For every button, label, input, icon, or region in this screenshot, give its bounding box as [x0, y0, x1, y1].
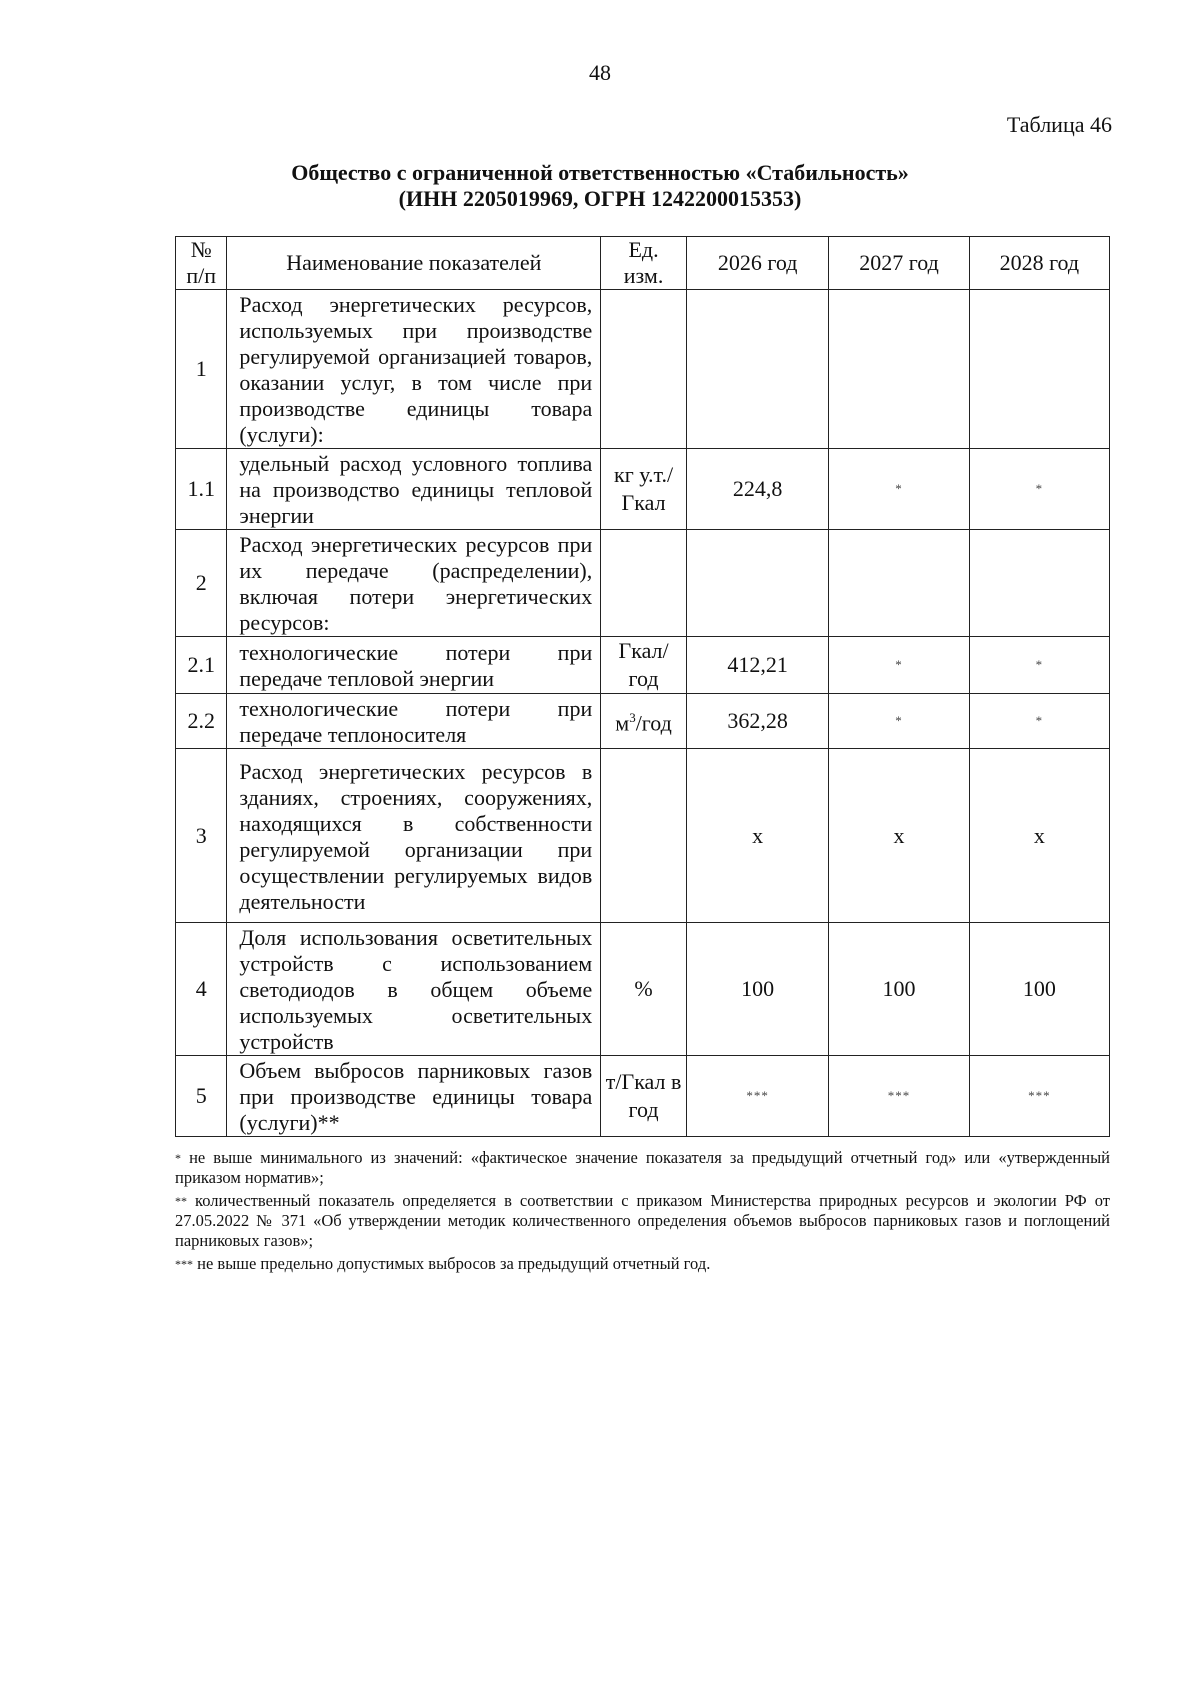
row-value-2026: 362,28: [686, 694, 828, 749]
row-value-2028: [969, 530, 1109, 637]
row-num: 5: [176, 1056, 227, 1137]
row-value-2027: 100: [829, 923, 969, 1056]
row-value-2027: ***: [829, 1056, 969, 1137]
row-value-2026: 224,8: [686, 449, 828, 530]
row-value-2027: х: [829, 749, 969, 923]
header-unit: [601, 237, 687, 290]
row-value-2027: *: [829, 637, 969, 694]
row-value-2026: [686, 290, 828, 449]
row-unit: кг у.т./ Гкал: [601, 449, 687, 530]
table-row: [176, 1056, 1110, 1137]
row-unit: т/Гкал в год: [601, 1056, 687, 1137]
row-value-2028: х: [969, 749, 1109, 923]
row-unit-base: м: [615, 710, 630, 736]
footnotes: [175, 1148, 1110, 1277]
row-num: 1.1: [176, 449, 227, 530]
row-name: Объем выбросов парниковых газов при производстве единицы товара (услуги)**: [227, 1056, 601, 1137]
table-row: [176, 637, 1110, 694]
row-value-2026: 412,21: [686, 637, 828, 694]
footnote-2-text: количественный показатель определяется в соответствии с приказом Министерства природных ресурсов и экологии РФ от 27.05.2022 № 371 «Об утверждении методик количественного определения объемов выбросов парниковых газов и поглощений парниковых газов»;: [175, 1191, 1110, 1250]
header-2027: 2027 год: [829, 237, 969, 290]
header-unit-line1: Ед.: [628, 237, 659, 262]
row-name: Расход энергетических ресурсов, используемых при производстве регулируемой организацией товаров, оказании услуг, в том числе при производстве единицы товара (услуги):: [227, 290, 601, 449]
footnote-1-mark: *: [175, 1151, 181, 1165]
row-name: Доля использования осветительных устройств с использованием светодиодов в общем объеме используемых осветительных устройств: [227, 923, 601, 1056]
header-name: Наименование показателей: [227, 237, 601, 290]
organization-title: [200, 160, 1000, 212]
footnote-1-text: не выше минимального из значений: «фактическое значение показателя за предыдущий отчетный год» или «утвержденный приказом норматив»;: [175, 1148, 1110, 1187]
header-num: [176, 237, 227, 290]
row-value-2027: *: [829, 449, 969, 530]
row-unit: [601, 694, 687, 749]
row-value-2028: *: [969, 637, 1109, 694]
row-num: 3: [176, 749, 227, 923]
organization-ids: (ИНН 2205019969, ОГРН 1242200015353): [398, 186, 802, 211]
footnote-3: [175, 1254, 1110, 1274]
header-num-line1: №: [190, 237, 212, 262]
row-value-2028: *: [969, 694, 1109, 749]
row-num: 1: [176, 290, 227, 449]
table-row: [176, 530, 1110, 637]
footnote-3-mark: ***: [175, 1257, 193, 1271]
row-unit: Гкал/ год: [601, 637, 687, 694]
row-unit-sup: 3: [629, 710, 636, 726]
row-value-2028: 100: [969, 923, 1109, 1056]
header-2026: 2026 год: [686, 237, 828, 290]
row-num: 2.1: [176, 637, 227, 694]
row-value-2027: [829, 290, 969, 449]
table-row: [176, 694, 1110, 749]
row-name: удельный расход условного топлива на производство единицы тепловой энергии: [227, 449, 601, 530]
row-unit: [601, 530, 687, 637]
indicators-table: [175, 236, 1110, 1137]
row-value-2027: [829, 530, 969, 637]
row-num: 4: [176, 923, 227, 1056]
row-value-2026: х: [686, 749, 828, 923]
row-unit: %: [601, 923, 687, 1056]
footnote-2-mark: **: [175, 1194, 187, 1208]
table-row: [176, 290, 1110, 449]
header-num-line2: п/п: [186, 263, 217, 288]
organization-name: Общество с ограниченной ответственностью «Стабильность»: [291, 160, 909, 185]
row-name: Расход энергетических ресурсов при их передаче (распределении), включая потери энергетических ресурсов:: [227, 530, 601, 637]
row-value-2027: *: [829, 694, 969, 749]
row-value-2028: *: [969, 449, 1109, 530]
table-label: Таблица 46: [1006, 112, 1112, 137]
row-unit-rest: /год: [635, 710, 672, 736]
row-value-2026: ***: [686, 1056, 828, 1137]
row-value-2026: 100: [686, 923, 828, 1056]
header-unit-line2: изм.: [623, 263, 664, 288]
row-name: Расход энергетических ресурсов в зданиях, строениях, сооружениях, находящихся в собственности регулируемой организации при осуществлении регулируемых видов деятельности: [227, 749, 601, 923]
footnote-2: [175, 1191, 1110, 1251]
table-header-row: [176, 237, 1110, 290]
row-num: 2.2: [176, 694, 227, 749]
table-row: [176, 749, 1110, 923]
table-row: [176, 923, 1110, 1056]
row-value-2028: ***: [969, 1056, 1109, 1137]
row-name: технологические потери при передаче теплоносителя: [227, 694, 601, 749]
footnote-3-text: не выше предельно допустимых выбросов за предыдущий отчетный год.: [193, 1254, 711, 1273]
page-number: 48: [589, 60, 611, 85]
row-value-2026: [686, 530, 828, 637]
footnote-1: [175, 1148, 1110, 1188]
row-value-2028: [969, 290, 1109, 449]
row-unit: [601, 290, 687, 449]
row-unit: [601, 749, 687, 923]
row-num: 2: [176, 530, 227, 637]
header-2028: 2028 год: [969, 237, 1109, 290]
table-row: [176, 449, 1110, 530]
row-name: технологические потери при передаче тепловой энергии: [227, 637, 601, 694]
